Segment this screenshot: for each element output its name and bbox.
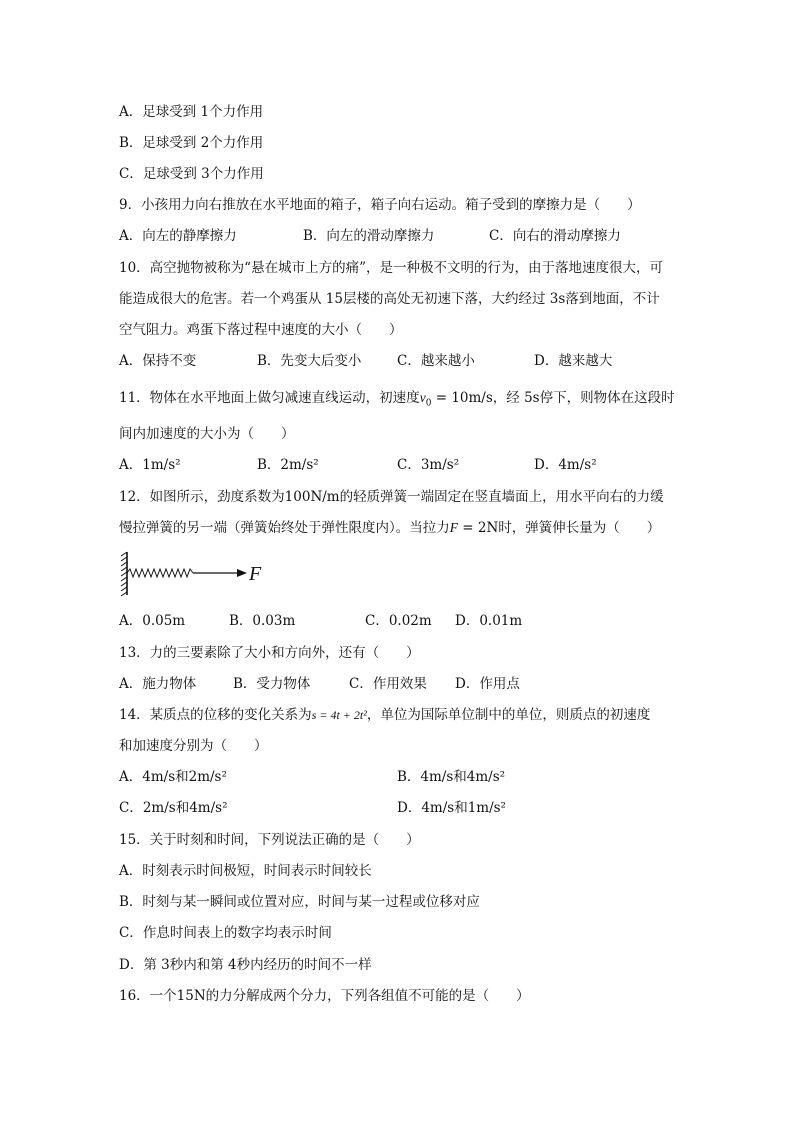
- q10-stem-line1: 10．高空抛物被称为“悬在城市上方的痛”，是一种极不文明的行为，由于落地速度很大，可: [119, 260, 663, 276]
- q12-stem-part2: 时，弹簧伸长量为（ ）: [498, 520, 661, 536]
- q14-stem-part2: ，单位为国际单位制中的单位，则质点的初速度: [366, 707, 651, 723]
- q12-option-c: C．0.02m: [365, 613, 432, 629]
- q16-stem: 16．一个15N的力分解成两个分力，下列各组值不可能的是（ ）: [119, 988, 530, 1004]
- q14-option-d: D．4m/s和1m/s²: [397, 800, 506, 816]
- q11-stem-line1: [119, 388, 675, 414]
- q11-v0-symbol: v: [419, 390, 426, 405]
- q12-option-b: B．0.03m: [229, 613, 296, 629]
- q9-stem: 9．小孩用力向右推放在水平地面的箱子，箱子向右运动。箱子受到的摩擦力是（ ）: [119, 197, 641, 213]
- q9-option-c: C．向右的滑动摩擦力: [489, 228, 621, 244]
- q15-option-b: B．时刻与某一瞬间或位置对应，时间与某一过程或位移对应: [119, 894, 480, 910]
- q14-formula: s = 4t + 2t²: [311, 708, 367, 722]
- q8-option-b: B．足球受到 2个力作用: [119, 135, 264, 151]
- q15-option-d: D．第 3秒内和第 4秒内经历的时间不一样: [119, 957, 372, 973]
- q14-option-c: C．2m/s和4m/s²: [119, 800, 228, 816]
- q11-option-d: D．4m/s²: [534, 457, 597, 473]
- q15-stem: 15．关于时刻和时间，下列说法正确的是（ ）: [119, 832, 420, 848]
- q12-force-value: = 2N: [458, 520, 499, 536]
- q10-option-c: C．越来越小: [397, 353, 475, 369]
- q10-option-d: D．越来越大: [534, 353, 613, 369]
- q13-stem: 13．力的三要素除了大小和方向外，还有（ ）: [119, 645, 420, 661]
- q15-option-a: A．时刻表示时间极短，时间表示时间较长: [119, 863, 372, 879]
- q11-v0-value: = 10m/s: [431, 390, 493, 406]
- q12-stem-line1: 12．如图所示，劲度系数为100N/m的轻质弹簧一端固定在竖直墙面上，用水平向右的力缓: [119, 489, 664, 505]
- q14-option-b: B．4m/s和4m/s²: [397, 769, 506, 785]
- q15-option-c: C．作息时间表上的数字均表示时间: [119, 925, 332, 941]
- q12-force-symbol: F: [449, 520, 458, 535]
- q10-option-b: B．先变大后变小: [257, 353, 362, 369]
- q11-v0-subscript: 0: [425, 398, 432, 409]
- q11-option-c: C．3m/s²: [397, 457, 460, 473]
- q11-stem-part2: ，经 5s停下，则物体在这段时: [492, 390, 675, 406]
- q14-stem-part1: 14．某质点的位移的变化关系为: [119, 707, 312, 723]
- force-label: F: [249, 563, 262, 585]
- q12-option-a: A．0.05m: [119, 613, 186, 629]
- q10-option-a: A．保持不变: [119, 353, 197, 369]
- q9-option-a: A．向左的静摩擦力: [119, 228, 237, 244]
- q13-option-d: D．作用点: [455, 676, 520, 692]
- q12-option-d: D．0.01m: [455, 613, 523, 629]
- q12-stem-line2: [119, 518, 660, 538]
- q9-option-b: B．向左的滑动摩擦力: [303, 228, 435, 244]
- q14-stem-line2: 和加速度分别为（ ）: [119, 738, 268, 754]
- q13-option-a: A．施力物体: [119, 676, 197, 692]
- q11-stem-part1: 11．物体在水平地面上做匀减速直线运动，初速度: [119, 390, 420, 406]
- force-arrow-head: [237, 569, 247, 577]
- q11-option-a: A．1m/s²: [119, 457, 181, 473]
- spring-diagram: [119, 549, 279, 601]
- q13-option-b: B．受力物体: [233, 676, 311, 692]
- q11-option-b: B．2m/s²: [257, 457, 319, 473]
- q11-stem-line2: 间内加速度的大小为（ ）: [119, 426, 295, 442]
- q10-stem-line2: 能造成很大的危害。若一个鸡蛋从 15层楼的高处无初速下落，大约经过 3s落到地面，不计: [119, 291, 660, 307]
- q8-option-a: A．足球受到 1个力作用: [119, 104, 264, 120]
- q14-option-a: A．4m/s和2m/s²: [119, 769, 227, 785]
- q13-option-c: C．作用效果: [349, 676, 427, 692]
- q8-option-c: C．足球受到 3个力作用: [119, 166, 264, 182]
- q12-spring-figure: [119, 549, 279, 601]
- q10-stem-line3: 空气阻力。鸡蛋下落过程中速度的大小（ ）: [119, 322, 403, 338]
- q12-stem-part1: 慢拉弹簧的另一端（弹簧始终处于弹性限度内）。当拉力: [119, 520, 450, 536]
- q14-stem-line1: [119, 705, 650, 725]
- wall-hatching: [121, 552, 127, 596]
- spring-coil: [127, 569, 193, 577]
